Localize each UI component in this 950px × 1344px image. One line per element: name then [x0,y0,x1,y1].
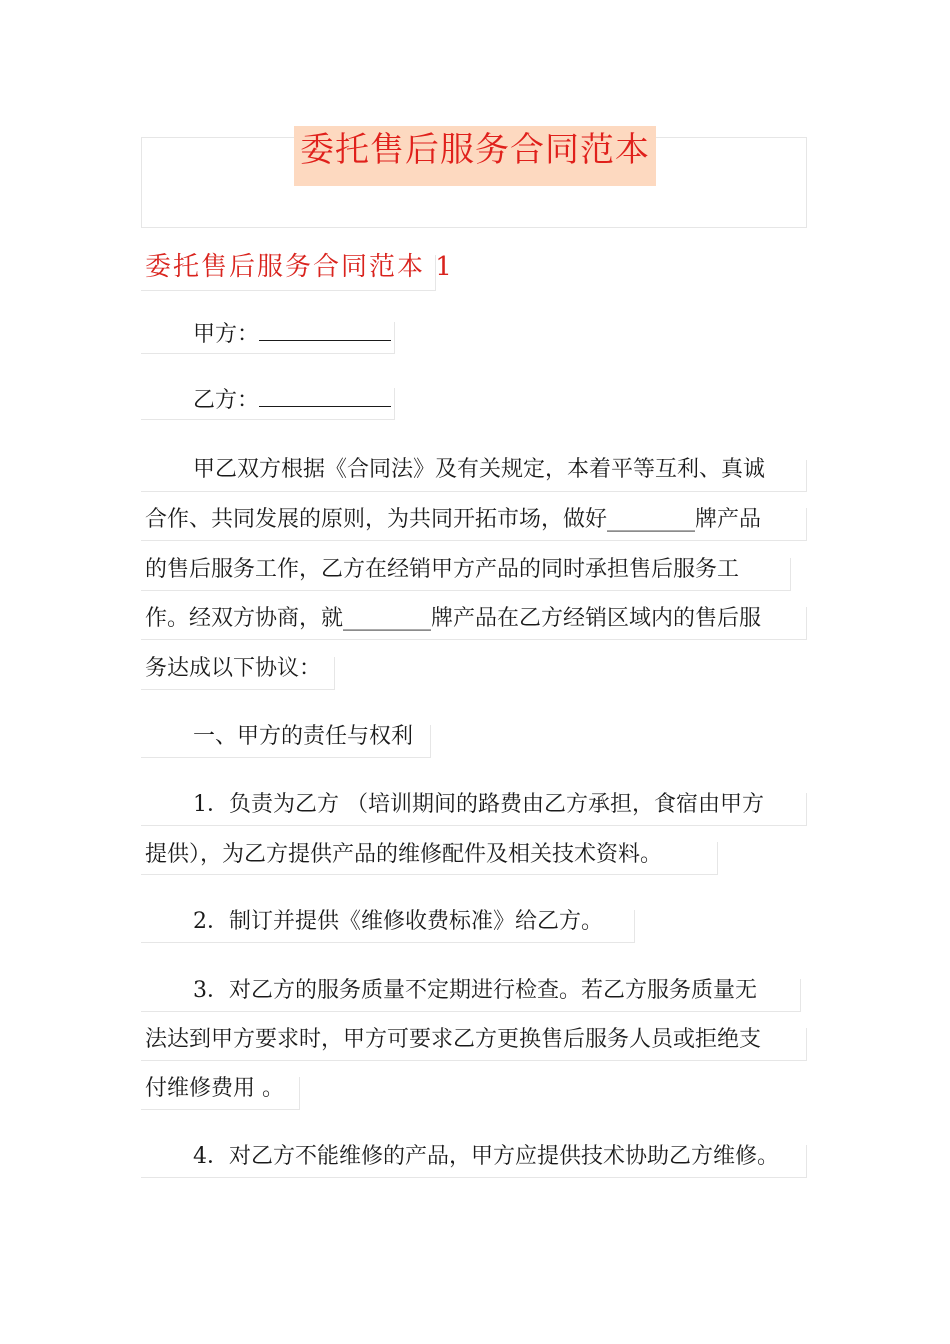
item3-line-3: 付维修费用 。 [145,1076,284,1101]
party-a-blank[interactable] [259,320,391,341]
party-a-line [193,320,391,350]
item1-line-1: 1．负责为乙方 （培训期间的路费由乙方承担，食宿由甲方 [193,792,764,817]
section-subtitle: 委托售后服务合同范本 1 [145,252,454,282]
party-b-label: 乙方： [193,388,260,413]
item1-line-2: 提供），为乙方提供产品的维修配件及相关技术资料。 [145,842,663,867]
intro-line-2: 合作、共同发展的原则，为共同开拓市场，做好________牌产品 [145,507,762,532]
item4-line: 4．对乙方不能维修的产品，甲方应提供技术协助乙方维修。 [193,1144,779,1169]
party-a-label: 甲方： [193,322,260,347]
item2-line: 2．制订并提供《维修收费标准》给乙方。 [193,909,603,934]
item3-line-2: 法达到甲方要求时，甲方可要求乙方更换售后服务人员或拒绝支 [145,1027,762,1052]
intro-line-4: 作。经双方协商，就________牌产品在乙方经销区域内的售后服 [145,606,762,631]
section1-heading: 一、甲方的责任与权利 [193,724,414,749]
party-b-line [193,386,391,416]
intro-line-1: 甲乙双方根据《合同法》及有关规定，本着平等互利、真诚 [193,457,766,482]
document-title: 委托售后服务合同范本 [294,126,656,186]
intro-line-3: 的售后服务工作，乙方在经销甲方产品的同时承担售后服务工 [145,557,740,582]
party-b-blank[interactable] [259,386,391,407]
item3-line-1: 3．对乙方的服务质量不定期进行检查。若乙方服务质量无 [193,978,757,1003]
intro-line-5: 务达成以下协议： [145,656,322,681]
